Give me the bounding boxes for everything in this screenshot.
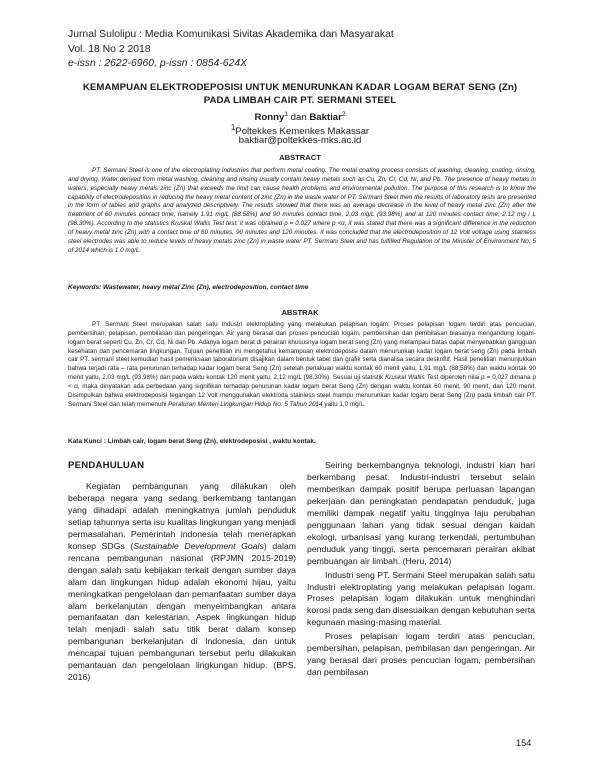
- article-title-line2: PADA LIMBAH CAIR PT. SERMANI STEEL: [203, 95, 397, 106]
- paragraph-1-italic: Sustainable Development Goals: [133, 540, 264, 551]
- abstract-heading: ABSTRACT: [279, 153, 321, 162]
- abstrak-text-3: yaitu 1,0 mg/L.: [322, 400, 366, 408]
- abstract-english: PT. Sermani Steel is one of the electroplating Industries that perform metal coating. The metal coating process consists of washing, cleaning, coating, rinsing, and drying. Water derived from metal washing, cleaning and rinsing usually contain heavy metals such as Cu, Zn, Cr, Cd, Ni, and Pb. The presence of heavy metals in waters, especially heavy metals zinc (Zn) that exceeds the limit can cause health problems and environmental pollution. The purpose of this research is to know the capability of electrodeposition in reducing the heavy metal content of zinc (Zn) in the waste water of PT. Sermani Steel then the results of laboratory tests are presented in the form of tables and graphs and analyzed descriptively. The results showed that there was an average decrease in the level of heavy metal zinc (Zn) after the treatment of 60 minutes contact time, namely 1.91 mg/L (88.58%) and 90 minutes contact time, 2.03 mg/L (93.98%) and at 120 minutes contact time, 2.12 mg / L (98.30%). According to the statistics Kruskal Wallis Test test, it was obtained p = 0.027 where p <α, it was stated that there was a significant difference in the reduction of heavy metal zinc (Zn) with a contact time of 60 minutes, 90 minutes and 120 minutes. It was concluded that the electrodeposition of 12 Volt voltage using stainless steel electrodes was able to reduce levels of heavy metals zinc (Zn) in waste water PT. Sermani Steel and has fulfilled Regulation of the Minister of Environment No. 5 of 2014 which is 1.0 mg/L.: [68, 167, 536, 254]
- abstrak-text-1: PT. Sermani Steel merupakan salah satu Industri elektroplating yang melakukan pelapisan logam. Proses pelapisan logam terdiri atas pencucian, pembersihan, pelapisan, pembilasan dan pengeringan. Air yang berasal dari proses pencucian logam, pembersihan dan pembilasan biasanya mengandung logam-logam berat seperti Cu, Zn, Cr, Cd, Ni dan Pb. Adanya logam berat di perairan khususnya logam berat seng (Zn) yang melampaui batas dapat menyebabkan gangguan kesehatan dan pencemaran lingkungan. Tujuan penelitian ini mengetahui kemampuan elektrodeposisi dalam menurunkan kadar logam berat seng (Zn) pada limbah cair PT. sermani steel kemudian hasil pemeriksaan laboratorium disajikan dalam bentuk tabel dan grafik serta dianalisa secara deskriftif. Hasil penelitian menunjukkan bahwa terjadi rata – rata penurunan terhadap kadar logam berat Seng (Zn) setelah perlakuan waktu kontak 60 menit yaitu, 1,91 mg/L (88,58%) dan waktu kontak 90 menit yaitu, 2,03 mg/L (93,98%) dan pada waktu kontak 120 menit yaitu, 2,12 mg/L (98,30%). Sesuai uji statistik: [68, 321, 536, 382]
- paragraph-1-text-b: ) dalam rencana pembangunan nasional (RPJMN 2015-2019) dengan salah satu kebijakan terkait dengan sumber daya alam dan lingkungan hidup adalah ekonomi hijau, yaitu meningkatkan pengelolaan dan pemanfaatan sumber daya alam berkelanjutan dengan menyeimbangkan antara pemanfaatan dan kelestarian. Aspek lingkungan hidup telah menjadi salah satu titik berat dalam konsep pembangunan berkelanjutan di Indonesia, dan untuk mencapai tujuan pembangunan tersebut perlu dilakukan pemantauan dan pengelolaan lingkungan hidup. (BPS, 2016): [68, 540, 296, 683]
- page-number: 154: [516, 738, 532, 748]
- abstrak-text-2: diperoleh nilai p = 0,027 dimana p < α, maka dinyatakan ada perbedaan yang signifikan terhadap penurunan kadar logam berat Seng (Zn) dengan waktu kontak 60 menit, 90 menit, dan 120 menit. Disimpulkan bahwa elektrodeposisi tegangan 12 Volt menggunakan elektroda stainless steel mampu menurunkan kadar logam berat Seng (Zn) pada limbah cair PT. Sermani Steel dan telah memenuhi: [68, 374, 536, 408]
- paragraph-1: [68, 481, 296, 684]
- author-1: Ronny: [254, 112, 285, 124]
- author-conjunction: dan: [287, 112, 310, 124]
- journal-name: Jurnal Sulolipu : Media Komunikasi Sivitas Akademika dan Masyarakat: [68, 29, 394, 40]
- paragraph-4: Proses pelapisan logam terdiri atas pencucian, pembersihan, pelapisan, pembilasan dan pengeringan. Air yang berasal dari proses pencucian logam, pembersihan dan pembilasan: [307, 631, 535, 678]
- keywords-english: Keywords: Wastewater, heavy metal Zinc (Zn), electrodeposition, contact time: [68, 284, 309, 291]
- abstrak-italic-1: Kruskal Wallis Test: [385, 374, 439, 382]
- section-heading-pendahuluan: PENDAHULUAN: [68, 460, 145, 471]
- abstrak-italic-2: Peraturan Menteri Lingkungan Hidup No. 5 Tahun 2014: [168, 400, 323, 408]
- article-title: [60, 81, 540, 107]
- affiliation-name: Poltekkes Kemenkes Makassar: [235, 126, 370, 138]
- abstract-indonesian: [68, 321, 536, 409]
- journal-issn: e-issn : 2622-6960, p-issn : 0854-624X: [68, 58, 248, 69]
- journal-volume: Vol. 18 No 2 2018: [68, 43, 151, 55]
- author-2: Baktiar: [309, 112, 342, 124]
- article-title-line1: KEMAMPUAN ELEKTRODEPOSISI UNTUK MENURUNKAN KADAR LOGAM BERAT SENG (Zn): [82, 82, 518, 93]
- paragraph-3: Industri seng PT. Sermani Steel merupakan salah satu Industri elektroplating yang melakukan pelapisan logam. Proses pelapisan logam dilakukan untuk menghindari korosi pada seng dan disesuaikan dengan kebutuhan serta kegunaan masing-masing material.: [307, 569, 535, 628]
- affiliation-sup: 1: [230, 123, 236, 132]
- paragraph-1-text-a: Kegiatan pembangunan yang dilakukan oleh beberapa negara yang sedang berkembang tantangan yang dihadapi adalah meningkatnya jumlah penduduk setiap tahunnya serta isu kualitas lingkungan yang menjadi permasalahan. Pemerintah indonesia telah menerapkan konsep SDGs (: [68, 481, 296, 551]
- author-email: baktiar@poltekkes-mks.ac.id: [238, 135, 362, 146]
- abstrak-heading: ABSTRAK: [281, 308, 319, 317]
- paragraph-2: Seiring berkembangnya teknologi, industri kian hari berkembang pesat. Industri-industri tersebut selain memberikan dampak positif berupa perluasan lapangan pekerjaan dan peningkatan pendapatan penduduk, juga memiliki dampak negatif yaitu tingginya laju perubahan penggunaan lahan yang tidak sesuai dengan kaidah ekologi, urbanisasi yang kurang terkendali, pertumbuhan penduduk yang tinggi, serta pencemaran perairan akibat pembuangan air limbah. (Heru, 2014): [307, 460, 535, 566]
- author-2-sup: 2: [341, 111, 346, 118]
- journal-header: [68, 28, 394, 72]
- author-1-sup: 1: [284, 111, 288, 118]
- keywords-indonesian: Kata Kunci : Limbah cair, logam berat Seng (Zn), elektrodeposisi , waktu kontak.: [68, 438, 316, 445]
- body-column-right: [307, 460, 535, 681]
- body-column-left: [68, 460, 296, 686]
